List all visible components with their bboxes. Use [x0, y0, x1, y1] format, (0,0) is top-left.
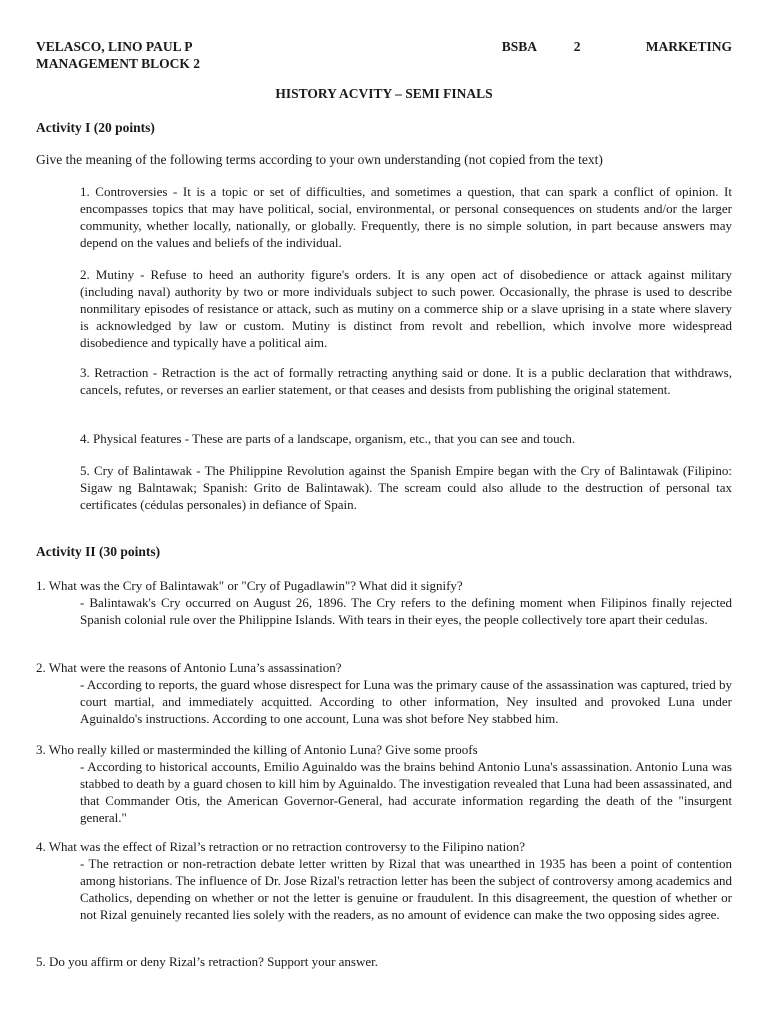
answer-1: - Balintawak's Cry occurred on August 26, 1896. The Cry refers to the defining moment when Filipinos finally rejected Spanish colonial rule over the Philippine Islands. With tears in their eyes, the people collectively tore apart their cedulas. — [80, 595, 732, 627]
document-title: HISTORY ACVITY – SEMI FINALS — [275, 86, 493, 101]
answer-4: - The retraction or non-retraction debate letter written by Rizal that was unearthed in 1935 has been a point of contention among historians. The influence of Dr. Jose Rizal's retraction letter has been the subject of controversy among academics and Catholics, depending on whether or not the letter is genuine or fraudulent. In this disagreement, the question of whether or not Rizal genuinely recanted lies solely with the readers, as no amount of evidence can make the two opposing sides agree. — [80, 856, 732, 922]
block: MANAGEMENT BLOCK 2 — [36, 56, 201, 71]
term-retraction: 3. Retraction - Retraction is the act of formally retracting anything said or done. It is a public declaration that withdraws, cancels, refutes, or reverses an earlier statement, or that ceases and desists from publishing the original statement. — [80, 365, 732, 397]
activity-2-heading: Activity II (30 points) — [36, 544, 161, 559]
question-1: 1. What was the Cry of Balintawak" or "Cry of Pugadlawin"? What did it signify? — [36, 578, 463, 593]
term-physical-features: 4. Physical features - These are parts of a landscape, organism, etc., that you can see and touch. — [80, 431, 576, 446]
term-controversies: 1. Controversies - It is a topic or set of difficulties, and sometimes a question, that can spark a conflict of opinion. It encompasses topics that may have political, social, environmental, or personal consequences on students and/or the larger community, whether locally, nationally, or globally. Frequently, there is no simple solution, in part because answers may depend on the values and beliefs of the individual. — [80, 184, 732, 250]
term-mutiny: 2. Mutiny - Refuse to heed an authority figure's orders. It is any open act of disobedience or attack against military (including naval) authority by two or more individuals subject to such power. Occasionally, the phrase is used to describe nonmilitary episodes of resistance or attack, such as mutiny on a commerce ship or a slave uprising in a state where slavery is acknowledged by law or custom. Mutiny is distinct from revolt and rebellion, which involve more widespread disobedience and typically have a political aim. — [80, 267, 732, 350]
answer-2: - According to reports, the guard whose disrespect for Luna was the primary cause of the assassination was captured, tried by court martial, and immediately acquitted. According to other information, Ney insulted and provoked Luna under Aguinaldo's instructions. According to one account, Luna was shot before Ney stabbed him. — [80, 677, 732, 726]
student-header — [36, 38, 732, 72]
term-cry-of-balintawak: 5. Cry of Balintawak - The Philippine Revolution against the Spanish Empire began with the Cry of Balintawak (Filipino: Sigaw ng Balntawak; Spanish: Grito de Balintawak). The scream could also allude to the destruction of personal tax certificates (cédulas personales) in defiance of Spain. — [80, 463, 732, 512]
major: MARKETING — [645, 39, 732, 54]
student-name: VELASCO, LINO PAUL P — [36, 39, 193, 54]
activity-1-instruction: Give the meaning of the following terms according to your own understanding (not copied from the text) — [36, 152, 603, 167]
course: BSBA — [501, 39, 538, 54]
answer-3: - According to historical accounts, Emilio Aguinaldo was the brains behind Antonio Luna's assassination. Antonio Luna was stabbed to death by a guard chosen to kill him by Aguinaldo. The investigation revealed that Luna had been assassinated, and that Commander Otis, the American Governor-General, had accurate information regarding the death of the "insurgent general." — [80, 759, 732, 825]
activity-1-heading: Activity I (20 points) — [36, 120, 155, 135]
question-4: 4. What was the effect of Rizal’s retraction or no retraction controversy to the Filipino nation? — [36, 839, 526, 854]
question-3: 3. Who really killed or masterminded the killing of Antonio Luna? Give some proofs — [36, 742, 478, 757]
question-2: 2. What were the reasons of Antonio Luna’s assassination? — [36, 660, 342, 675]
question-5: 5. Do you affirm or deny Rizal’s retraction? Support your answer. — [36, 954, 379, 969]
year-level: 2 — [573, 39, 581, 54]
